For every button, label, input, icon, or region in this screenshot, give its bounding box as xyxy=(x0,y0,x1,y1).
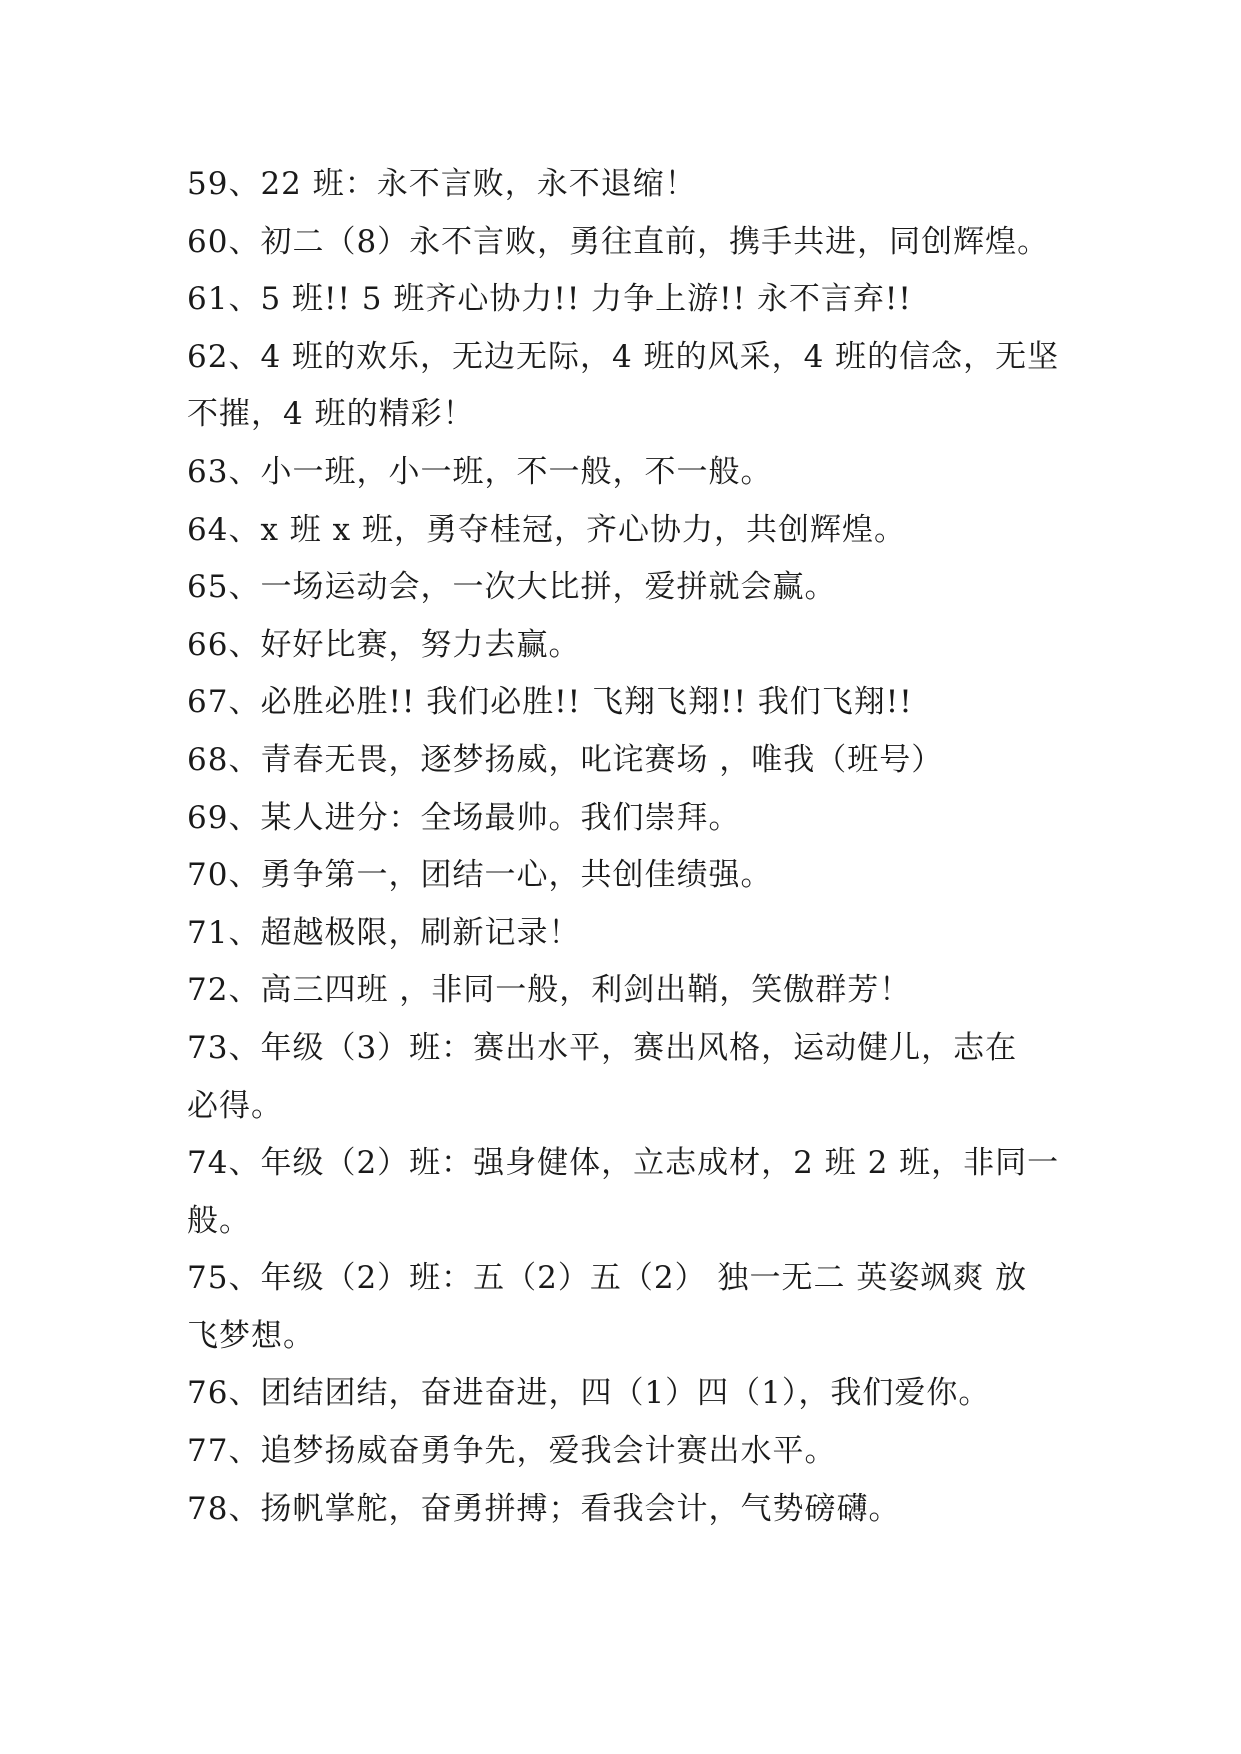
text-line: 61、5 班!! 5 班齐心协力!! 力争上游!! 永不言弃!! xyxy=(187,281,912,318)
text-line: 65、一场运动会，一次大比拼，爱拼就会赢。 xyxy=(187,569,837,606)
text-line: 75、年级（2）班：五（2）五（2） 独一无二 英姿飒爽 放 xyxy=(187,1260,1028,1297)
text-line: 66、好好比赛，努力去赢。 xyxy=(187,626,581,663)
text-line: 71、超越极限，刷新记录！ xyxy=(187,914,581,951)
text-line: 74、年级（2）班：强身健体，立志成材，2 班 2 班，非同一 xyxy=(187,1145,1060,1182)
text-line: 77、追梦扬威奋勇争先，爱我会计赛出水平。 xyxy=(187,1433,837,1470)
text-line: 62、4 班的欢乐，无边无际，4 班的风采，4 班的信念，无坚 xyxy=(187,338,1060,375)
text-line: 59、22 班：永不言败，永不退缩！ xyxy=(187,166,697,202)
text-line: 78、扬帆掌舵，奋勇拼搏；看我会计，气势磅礴。 xyxy=(187,1490,901,1527)
text-line: 69、某人进分：全场最帅。我们崇拜。 xyxy=(187,799,741,836)
text-line: 70、勇争第一，团结一心，共创佳绩强。 xyxy=(187,857,773,894)
text-line: 64、x 班 x 班，勇夺桂冠，齐心协力，共创辉煌。 xyxy=(187,511,906,548)
text-line: 73、年级（3）班：赛出水平，赛出风格，运动健儿，志在 xyxy=(187,1029,1018,1066)
text-line: 般。 xyxy=(187,1202,251,1239)
text-line: 不摧，4 班的精彩！ xyxy=(187,396,475,433)
text-line: 72、高三四班 ，非同一般，利剑出鞘，笑傲群芳！ xyxy=(187,972,912,1009)
text-line: 必得。 xyxy=(187,1087,283,1124)
text-line: 60、初二（8）永不言败，勇往直前，携手共进，同创辉煌。 xyxy=(187,223,1050,260)
slogan-list xyxy=(187,156,1067,1538)
text-line: 67、必胜必胜!! 我们必胜!! 飞翔飞翔!! 我们飞翔!! xyxy=(187,684,913,721)
text-line: 68、青春无畏，逐梦扬威，叱诧赛场 ，唯我（班号） xyxy=(187,741,944,778)
text-line: 63、小一班，小一班，不一般，不一般。 xyxy=(187,453,773,490)
text-line: 76、团结团结，奋进奋进，四（1）四（1），我们爱你。 xyxy=(187,1375,991,1412)
text-line: 飞梦想。 xyxy=(187,1317,315,1354)
